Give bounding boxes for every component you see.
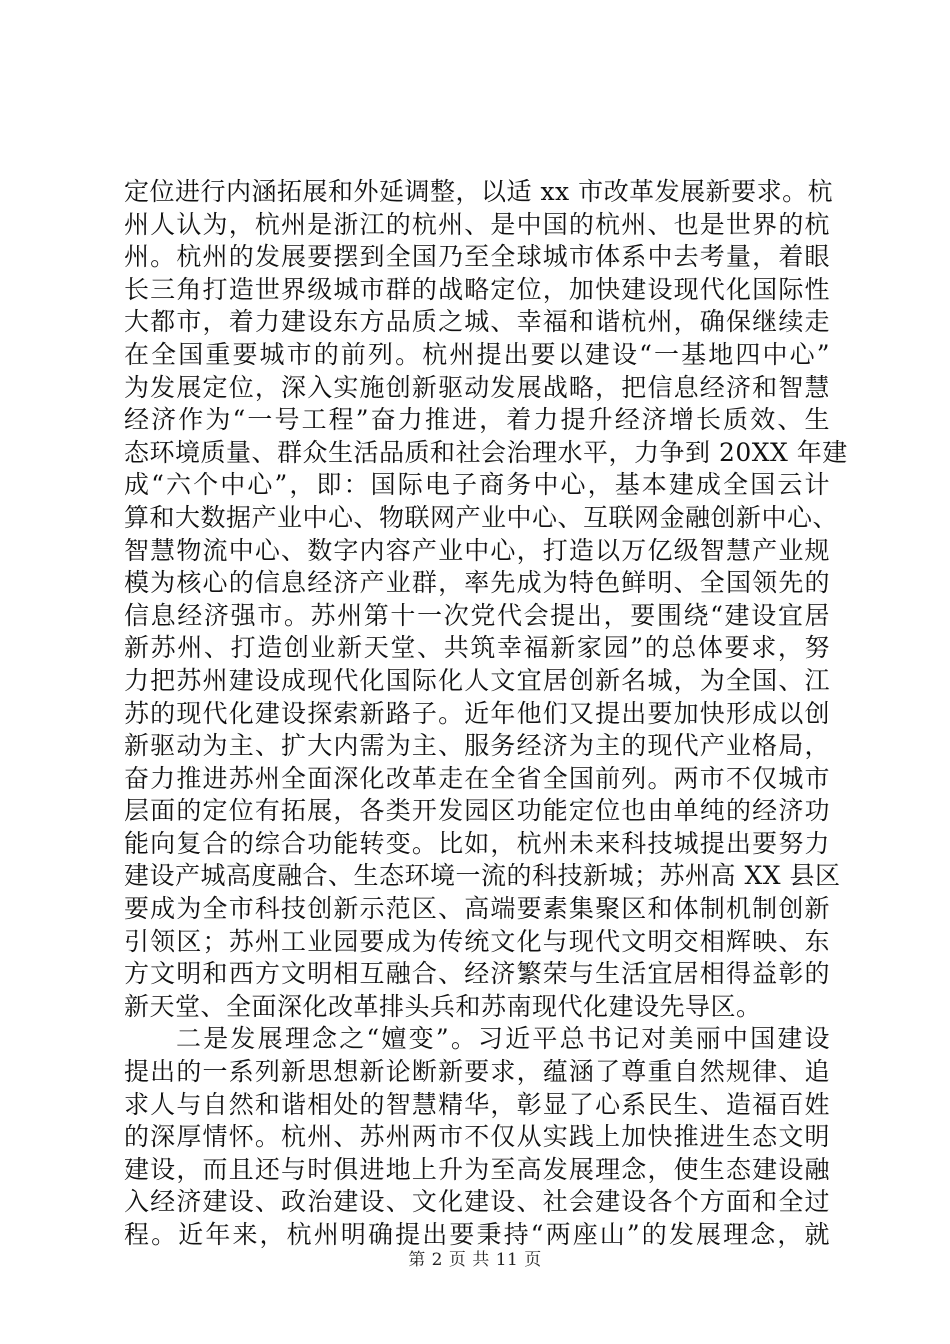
paragraph-start-line: 二是发展理念之“嬗变”。习近平总书记对美丽中国建设 [176,1024,830,1054]
text-line: 方文明和西方文明相互融合、经济繁荣与生活宜居相得益彰的 [124,959,830,989]
text-line: 经济作为“一号工程”奋力推进，着力提升经济增长质效、生 [124,405,830,435]
text-line: 定位进行内涵拓展和外延调整，以适 xx 市改革发展新要求。杭 [124,177,834,206]
text-line: 信息经济强市。苏州第十一次党代会提出，要围绕“建设宜居 [124,600,830,630]
text-line: 入经济建设、政治建设、文化建设、社会建设各个方面和全过 [124,1187,830,1217]
text-line: 提出的一系列新思想新论断新要求，蕴涵了尊重自然规律、追 [124,1057,830,1087]
text-line: 为发展定位，深入实施创新驱动发展战略，把信息经济和智慧 [124,372,830,402]
text-line: 大都市，着力建设东方品质之城、幸福和谐杭州，确保继续走 [124,307,830,337]
text-line: 州人认为，杭州是浙江的杭州、是中国的杭州、也是世界的杭 [124,209,830,239]
text-line: 求人与自然和谐相处的智慧精华，彰显了心系民生、造福百姓 [124,1089,830,1119]
text-line: 引领区；苏州工业园要成为传统文化与现代文明交相辉映、东 [124,926,830,956]
document-body [124,176,848,1252]
text-line: 苏的现代化建设探索新路子。近年他们又提出要加快形成以创 [124,698,830,728]
text-line: 力把苏州建设成现代化国际化人文宜居创新名城，为全国、江 [124,665,830,695]
text-line: 态环境质量、群众生活品质和社会治理水平，力争到 20XX 年建 [124,437,848,467]
text-line: 能向复合的综合功能转变。比如，杭州未来科技城提出要努力 [124,828,830,858]
text-line: 奋力推进苏州全面深化改革走在全省全国前列。两市不仅城市 [124,763,830,793]
paragraph-end-line: 新天堂、全面深化改革排头兵和苏南现代化建设先导区。 [124,991,762,1021]
text-line: 建设，而且还与时俱进地上升为至高发展理念，使生态建设融 [124,1154,830,1184]
text-line: 要成为全市科技创新示范区、高端要素集聚区和体制机制创新 [124,894,830,924]
text-line: 新苏州、打造创业新天堂、共筑幸福新家园”的总体要求，努 [124,633,830,663]
text-line: 长三角打造世界级城市群的战略定位，加快建设现代化国际性 [124,274,830,304]
text-line: 的深厚情怀。杭州、苏州两市不仅从实践上加快推进生态文明 [124,1122,830,1152]
text-line: 模为核心的信息经济产业群，率先成为特色鲜明、全国领先的 [124,568,830,598]
text-line: 建设产城高度融合、生态环境一流的科技新城；苏州高 XX 县区 [124,861,841,891]
page-number-footer: 第 2 页 共 11 页 [408,1250,542,1270]
text-line: 智慧物流中心、数字内容产业中心，打造以万亿级智慧产业规 [124,535,830,565]
text-line: 在全国重要城市的前列。杭州提出要以建设“一基地四中心” [124,339,830,369]
text-line: 成“六个中心”，即：国际电子商务中心，基本建成全国云计 [124,470,830,500]
text-line: 程。近年来，杭州明确提出要秉持“两座山”的发展理念，就 [124,1220,830,1249]
text-line: 新驱动为主、扩大内需为主、服务经济为主的现代产业格局， [124,731,830,761]
text-line: 州。杭州的发展要摆到全国乃至全球城市体系中去考量，着眼 [124,242,830,272]
text-line: 层面的定位有拓展，各类开发园区功能定位也由单纯的经济功 [124,796,830,826]
text-line: 算和大数据产业中心、物联网产业中心、互联网金融创新中心、 [124,502,839,532]
